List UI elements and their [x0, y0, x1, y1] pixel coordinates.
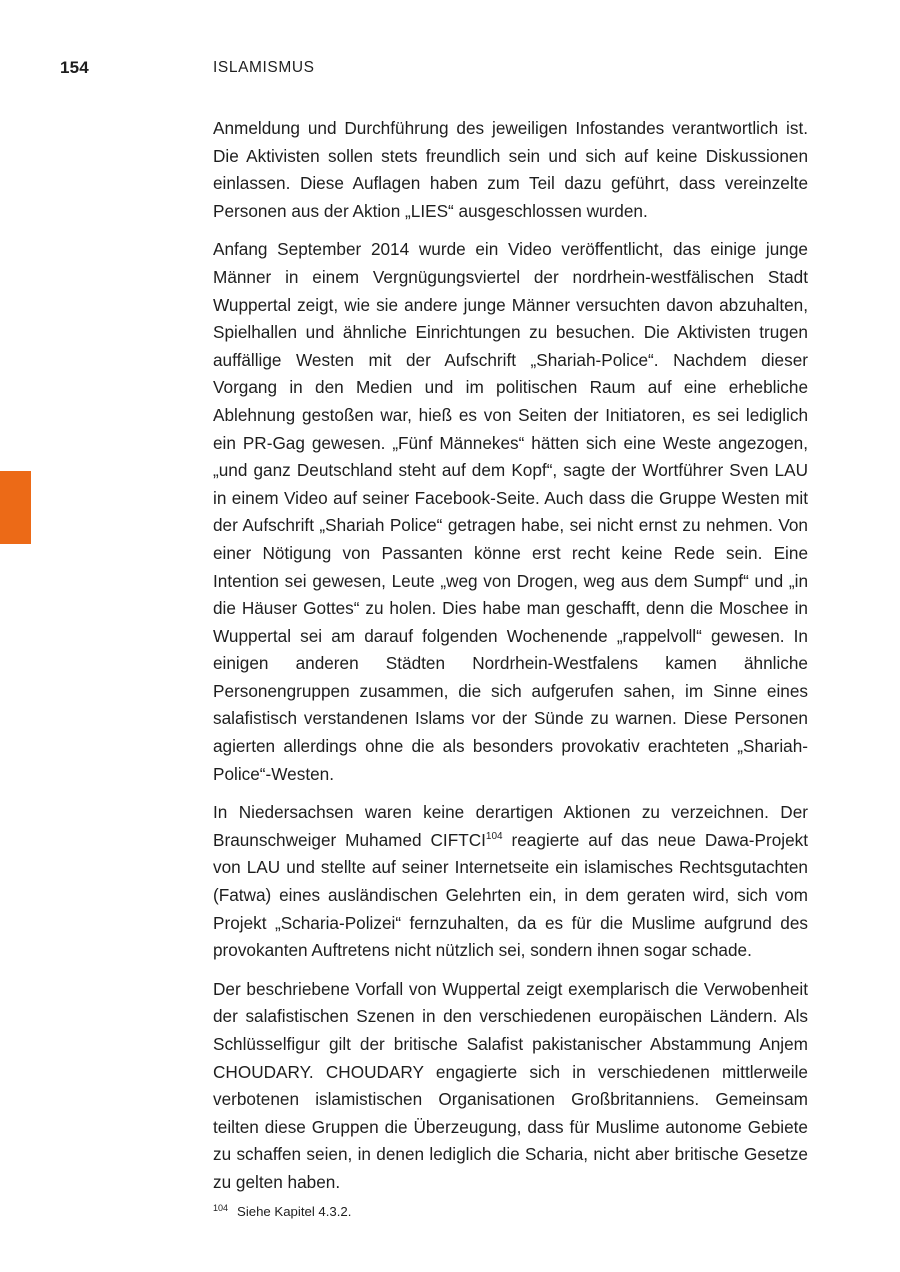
footnote	[213, 1199, 808, 1221]
page-number: 154	[60, 58, 89, 77]
running-head: ISLAMISMUS	[213, 59, 315, 76]
footnote-reference[interactable]: 104	[485, 830, 503, 842]
paragraph-4: Der beschriebene Vorfall von Wuppertal zeigt exemplarisch die Verwobenheit der salafistischen Szenen in den verschiedenen europäischen Ländern. Als Schlüsselfigur gilt der britische Salafist pakistanischer Abstammung Anjem CHOUDARY. CHOUDARY engagierte sich in verschiedenen mittlerweile verbotenen islamistischen Organisationen Großbritanniens. Gemeinsam teilten diese Gruppen die Überzeugung, dass für Muslime autonome Gebiete zu schaffen seien, in denen lediglich die Scharia, nicht aber britische Gesetze zu gelten haben.	[213, 978, 808, 1192]
paragraph-3-text-before-ref: In Niedersachsen waren keine derartigen Aktionen zu verzeichnen. Der Braunschweiger Muhamed CIFTCI	[213, 802, 808, 850]
paragraph-1: Anmeldung und Durchführung des jeweiligen Infostandes verantwortlich ist. Die Aktivisten sollen stets freundlich sein und sich auf keine Diskussionen einlassen. Diese Auflagen haben zum Teil dazu geführt, dass vereinzelte Personen aus der Aktion „LIES“ ausgeschlossen wurden.	[213, 118, 808, 221]
footnote-text: Siehe Kapitel 4.3.2.	[237, 1204, 352, 1219]
footnote-number: 104	[213, 1203, 229, 1213]
paragraph-3	[213, 799, 808, 965]
paragraph-2: Anfang September 2014 wurde ein Video veröffentlicht, das einige junge Männer in einem Vergnügungsviertel der nordrhein-westfälischen Stadt Wuppertal zeigt, wie sie andere junge Männer versuchten davon abzuhalten, Spielhallen und ähnliche Einrichtungen zu besuchen. Die Aktivisten trugen auffällige Westen mit der Aufschrift „Shariah-Police“. Nachdem dieser Vorgang in den Medien und im politischen Raum auf eine erhebliche Ablehnung gestoßen war, hieß es von Seiten der Initiatoren, es sei lediglich ein PR-Gag gewesen. „Fünf Männekes“ hätten sich eine Weste angezogen, „und ganz Deutschland steht auf dem Kopf“, sagte der Wortführer Sven LAU in einem Video auf seiner Facebook-Seite. Auch dass die Gruppe Westen mit der Aufschrift „Shariah Police“ getragen habe, sei nicht ernst zu nehmen. Von einer Nötigung von Passanten könne erst recht keine Rede sein. Eine Intention sei gewesen, Leute „weg von Drogen, weg aus dem Sumpf“ und „in die Häuser Gottes“ zu holen. Dies habe man geschafft, denn die Moschee in Wuppertal sei am darauf folgenden Wochenende „rappelvoll“ gewesen. In einigen anderen Städten Nordrhein-Westfalens kamen ähnliche Personengruppen zusammen, die sich aufgerufen sahen, im Sinne eines salafistisch verstandenen Islams vor der Sünde zu warnen. Diese Personen agierten allerdings ohne die als besonders provokativ erachteten „Shariah-Police“-Westen.	[213, 239, 808, 784]
chapter-tab-marker	[0, 471, 31, 544]
body-text	[213, 115, 808, 1208]
paragraph-3-text-after-ref: reagierte auf das neue Dawa-Projekt von LAU und stellte auf seiner Internetseite ein islamisches Rechtsgutachten (Fatwa) eines ausländischen Gelehrten ein, in dem geraten wird, sich vom Projekt „Scharia-Polizei“ fernzuhalten, da es für die Muslime aufgrund des provokanten Auftretens nicht nützlich sei, sondern ihnen sogar schade.	[213, 829, 809, 961]
